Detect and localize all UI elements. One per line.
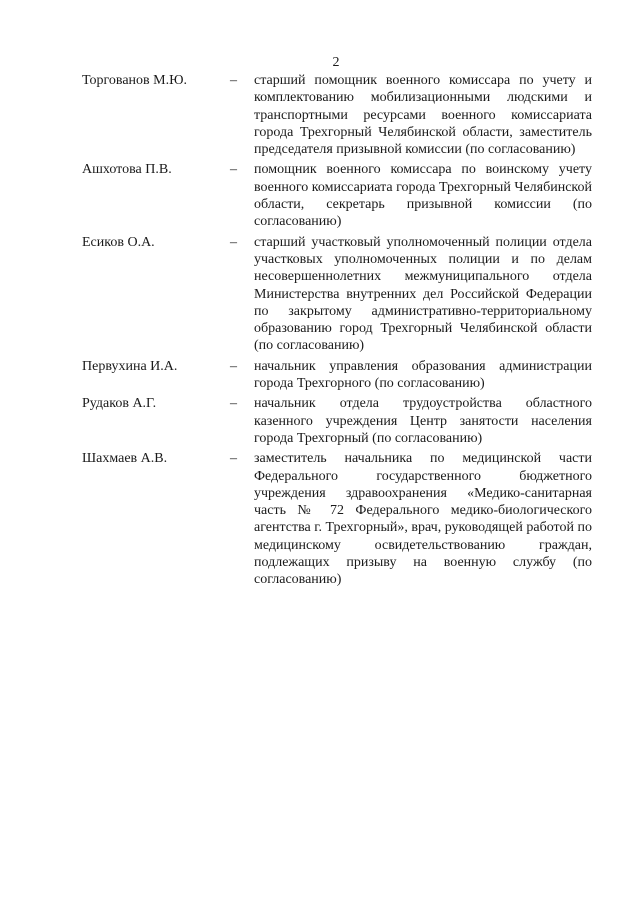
- member-position: старший участковый уполномоченный полиции отдела участковых уполномоченных полиции и по делам несовершеннолетних межмуниципального отдела Министерства внутренних дел Российской Федерации по закрытому административно-территориальному образованию город Трехгорный Челябинской области (по согласованию): [254, 234, 592, 354]
- member-dash: –: [230, 358, 237, 374]
- member-position: старший помощник военного комиссара по учету и комплектованию мобилизационными людскими и транспортными ресурсами военного комиссариата города Трехгорный Челябинской области, заместитель председателя призывной комиссии (по согласованию): [254, 73, 592, 158]
- member-dash: –: [230, 451, 237, 467]
- member-name: Есиков О.А.: [82, 234, 155, 250]
- member-entry: [0, 450, 640, 588]
- member-position: начальник управления образования администрации города Трехгорного (по согласованию): [254, 358, 592, 392]
- member-entry: [0, 72, 640, 158]
- member-position: заместитель начальника по медицинской части Федерального государственного бюджетного учреждения здравоохранения «Медико-санитарная часть № 72 Федерального медико-биологического агентства г. Трехгорный», врач, руководящей работой по медицинскому освидетельствованию граждан, подлежащих призыву на военную службу (по согласованию): [254, 451, 592, 588]
- page-number: 2: [332, 55, 340, 70]
- member-entry: [0, 395, 640, 447]
- member-dash: –: [230, 396, 237, 412]
- member-dash: –: [230, 73, 237, 88]
- commission-member-list: [0, 72, 640, 592]
- member-name: Ашхотова П.В.: [82, 162, 172, 178]
- member-name: Торгованов М.Ю.: [82, 73, 187, 88]
- member-entry: [0, 234, 640, 355]
- member-dash: –: [230, 234, 237, 250]
- member-dash: –: [230, 162, 237, 178]
- member-position: начальник отдела трудоустройства областного казенного учреждения Центр занятости населения города Трехгорный (по согласованию): [254, 396, 592, 446]
- member-entry: [0, 358, 640, 393]
- member-entry: [0, 161, 640, 230]
- member-name: Рудаков А.Г.: [82, 396, 157, 412]
- member-name: Шахмаев А.В.: [82, 451, 168, 467]
- member-position: помощник военного комиссара по воинскому учету военного комиссариата города Трехгорный Челябинской области, секретарь призывной комиссии (по согласованию): [254, 162, 592, 230]
- member-name: Первухина И.А.: [82, 358, 178, 374]
